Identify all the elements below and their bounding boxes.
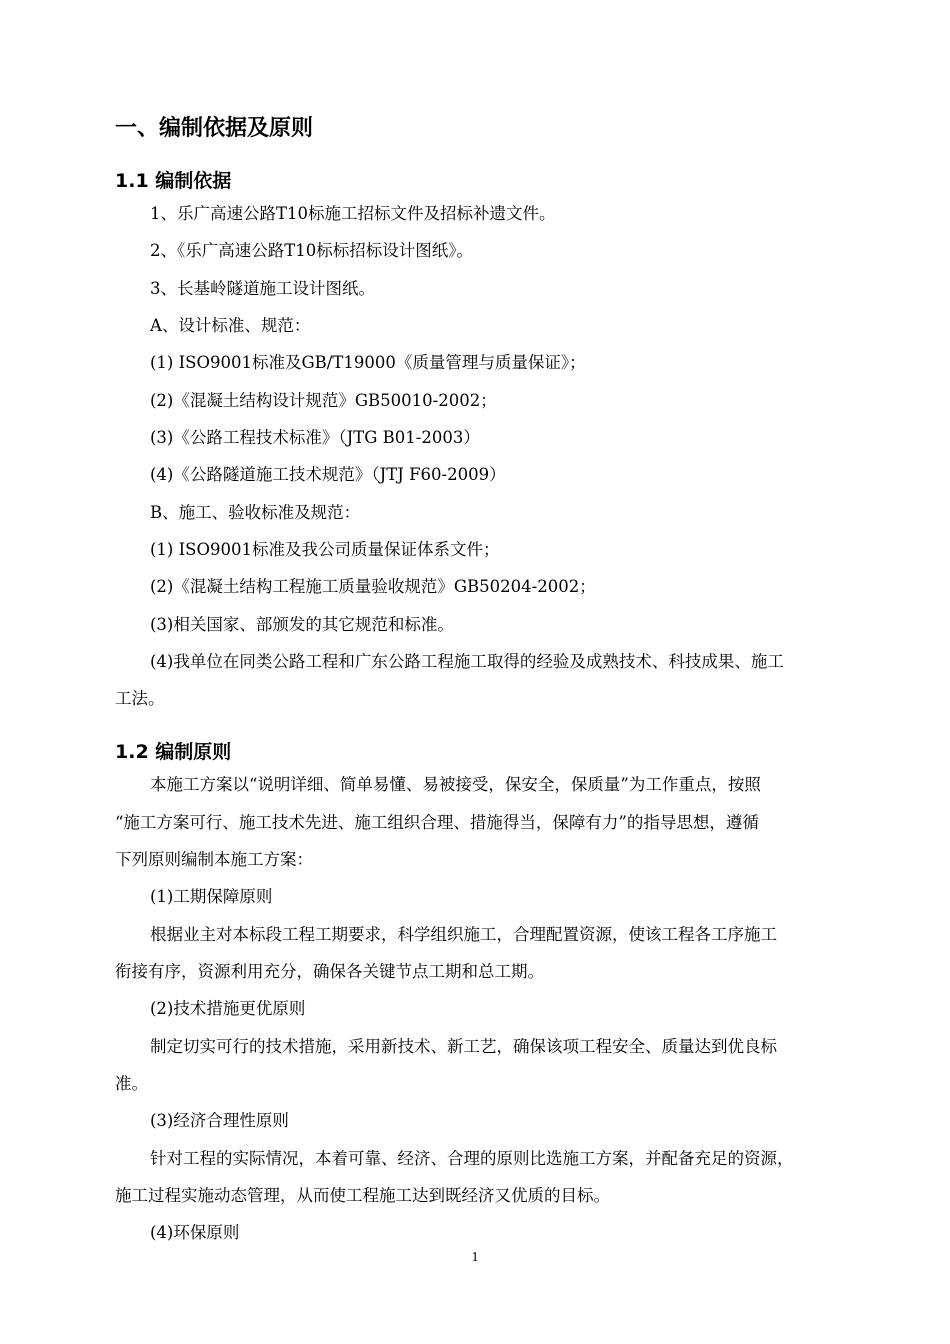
principle-2-line2: 准。 bbox=[115, 1074, 148, 1093]
basis-item-2: 2、《乐广高速公路T10标标招标设计图纸》。 bbox=[150, 241, 473, 260]
principle-intro-line1: 本施工方案以“说明详细、简单易懂、易被接受，保安全，保质量”为工作重点，按照 bbox=[150, 775, 761, 794]
basis-item-1: 1、乐广高速公路T10标施工招标文件及招标补遗文件。 bbox=[150, 204, 556, 223]
basis-a-4: (4)《公路隧道施工技术规范》（JTJ F60-2009） bbox=[150, 465, 506, 484]
basis-a-3: (3)《公路工程技术标准》（JTG B01-2003） bbox=[150, 428, 480, 447]
basis-item-a: A、设计标准、规范： bbox=[150, 316, 311, 335]
principle-intro-line2: “施工方案可行、施工技术先进、施工组织合理、措施得当，保障有力”的指导思想，遵循 bbox=[115, 813, 759, 832]
basis-a-2: (2)《混凝土结构设计规范》GB50010-2002； bbox=[150, 391, 497, 410]
principle-3-title: (3)经济合理性原则 bbox=[150, 1111, 289, 1130]
principle-3-line1: 针对工程的实际情况，本着可靠、经济、合理的原则比选施工方案，并配备充足的资源， bbox=[150, 1149, 794, 1168]
basis-b-4-line2: 工法。 bbox=[115, 689, 165, 708]
principle-2-line1: 制定切实可行的技术措施，采用新技术、新工艺，确保该项工程安全、质量达到优良标 bbox=[150, 1037, 777, 1056]
basis-item-b: B、施工、验收标准及规范： bbox=[150, 503, 361, 522]
principle-intro-line3: 下列原则编制本施工方案： bbox=[115, 850, 313, 869]
basis-item-3: 3、长基岭隧道施工设计图纸。 bbox=[150, 279, 375, 298]
basis-b-3: (3)相关国家、部颁发的其它规范和标准。 bbox=[150, 615, 454, 634]
principle-4-title: (4)环保原则 bbox=[150, 1223, 240, 1242]
section-title: 一、编制依据及原则 bbox=[115, 116, 314, 141]
principle-1-title: (1)工期保障原则 bbox=[150, 887, 273, 906]
page-number: 1 bbox=[471, 1250, 479, 1265]
heading-1-1: 1.1 编制依据 bbox=[115, 170, 232, 192]
principle-2-title: (2)技术措施更优原则 bbox=[150, 999, 306, 1018]
basis-b-4-line1: (4)我单位在同类公路工程和广东公路工程施工取得的经验及成熟技术、科技成果、施工 bbox=[150, 652, 784, 671]
principle-1-line1: 根据业主对本标段工程工期要求，科学组织施工，合理配置资源，使该工程各工序施工 bbox=[150, 925, 777, 944]
basis-b-2: (2)《混凝土结构工程施工质量验收规范》GB50204-2002； bbox=[150, 577, 596, 596]
principle-3-line2: 施工过程实施动态管理，从而使工程施工达到既经济又优质的目标。 bbox=[115, 1186, 610, 1205]
heading-1-2: 1.2 编制原则 bbox=[115, 741, 232, 763]
basis-a-1: (1) ISO9001标准及GB/T19000《质量管理与质量保证》； bbox=[150, 353, 586, 372]
basis-b-1: (1) ISO9001标准及我公司质量保证体系文件； bbox=[150, 540, 500, 559]
principle-1-line2: 衔接有序，资源利用充分，确保各关键节点工期和总工期。 bbox=[115, 962, 544, 981]
